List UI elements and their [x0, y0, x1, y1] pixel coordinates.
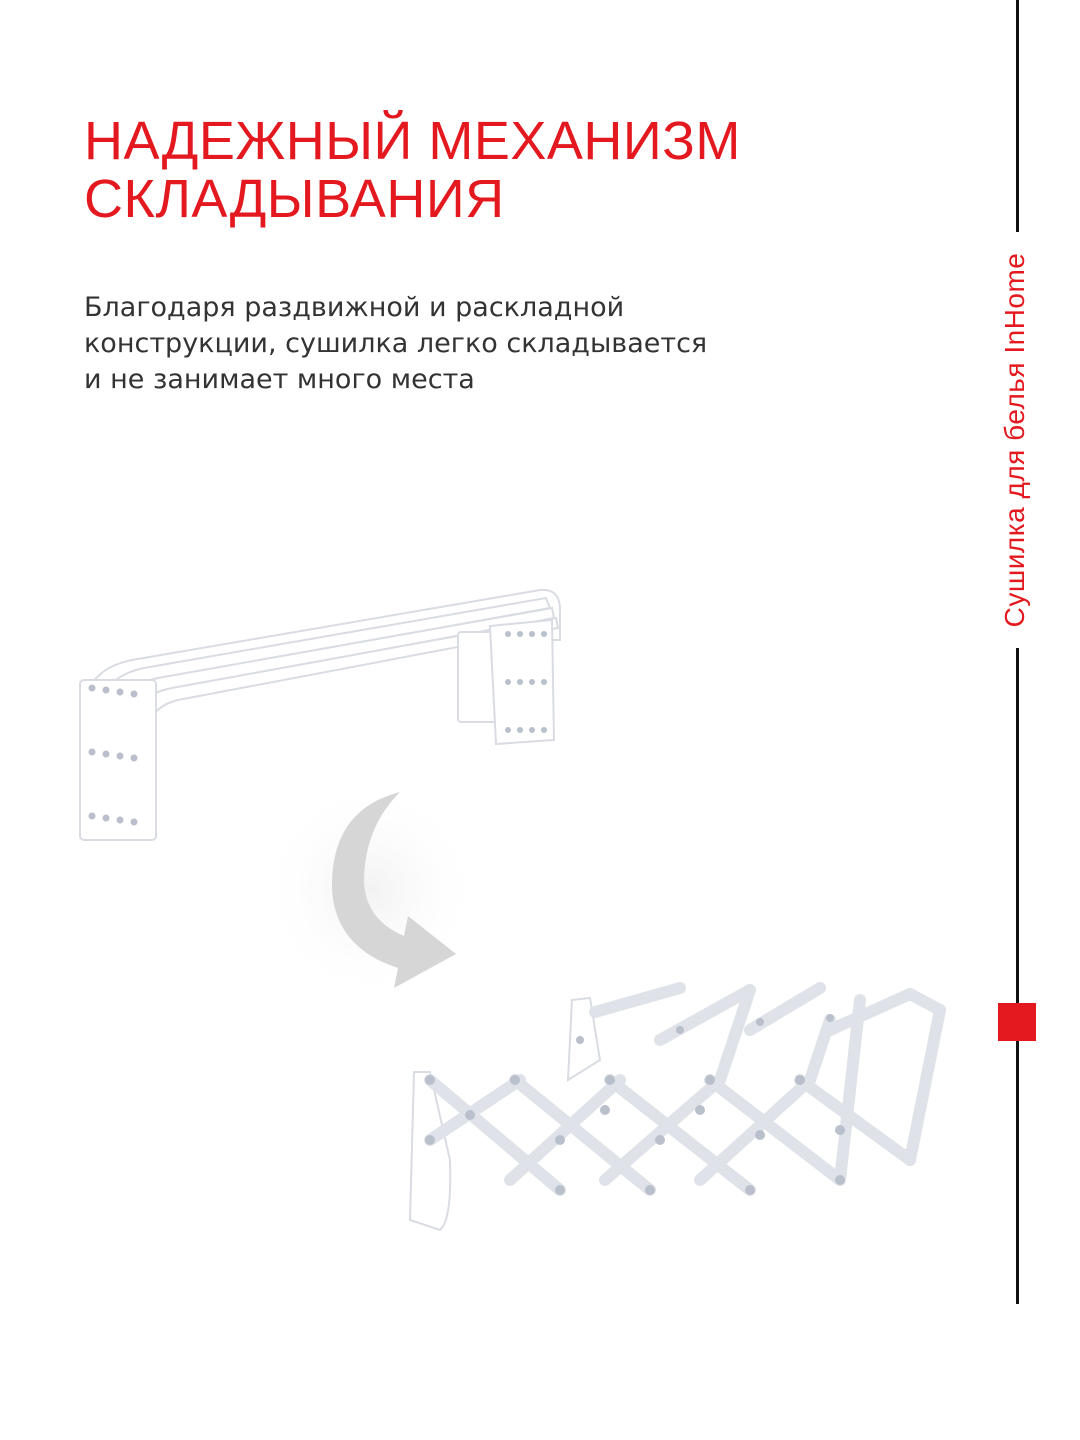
page-title: [84, 112, 741, 228]
divider-line-top: [1016, 0, 1019, 232]
description-line-2: конструкции, сушилка легко складывается: [84, 328, 708, 359]
title-line-2: СКЛАДЫВАНИЯ: [84, 169, 505, 229]
description-line-1: Благодаря раздвижной и раскладной: [84, 292, 625, 323]
description: [84, 290, 707, 398]
description-line-3: и не занимает много места: [84, 364, 475, 395]
side-label: Сушилка для белья InHome: [999, 252, 1030, 628]
curved-arrow-icon: [260, 780, 480, 1000]
divider-line-bottom: [1016, 648, 1019, 1304]
accent-square: [998, 1003, 1036, 1041]
product-illustration: [60, 560, 980, 1240]
title-line-1: НАДЕЖНЫЙ МЕХАНИЗМ: [84, 111, 741, 171]
unfolded-dryer-image: [410, 988, 940, 1230]
